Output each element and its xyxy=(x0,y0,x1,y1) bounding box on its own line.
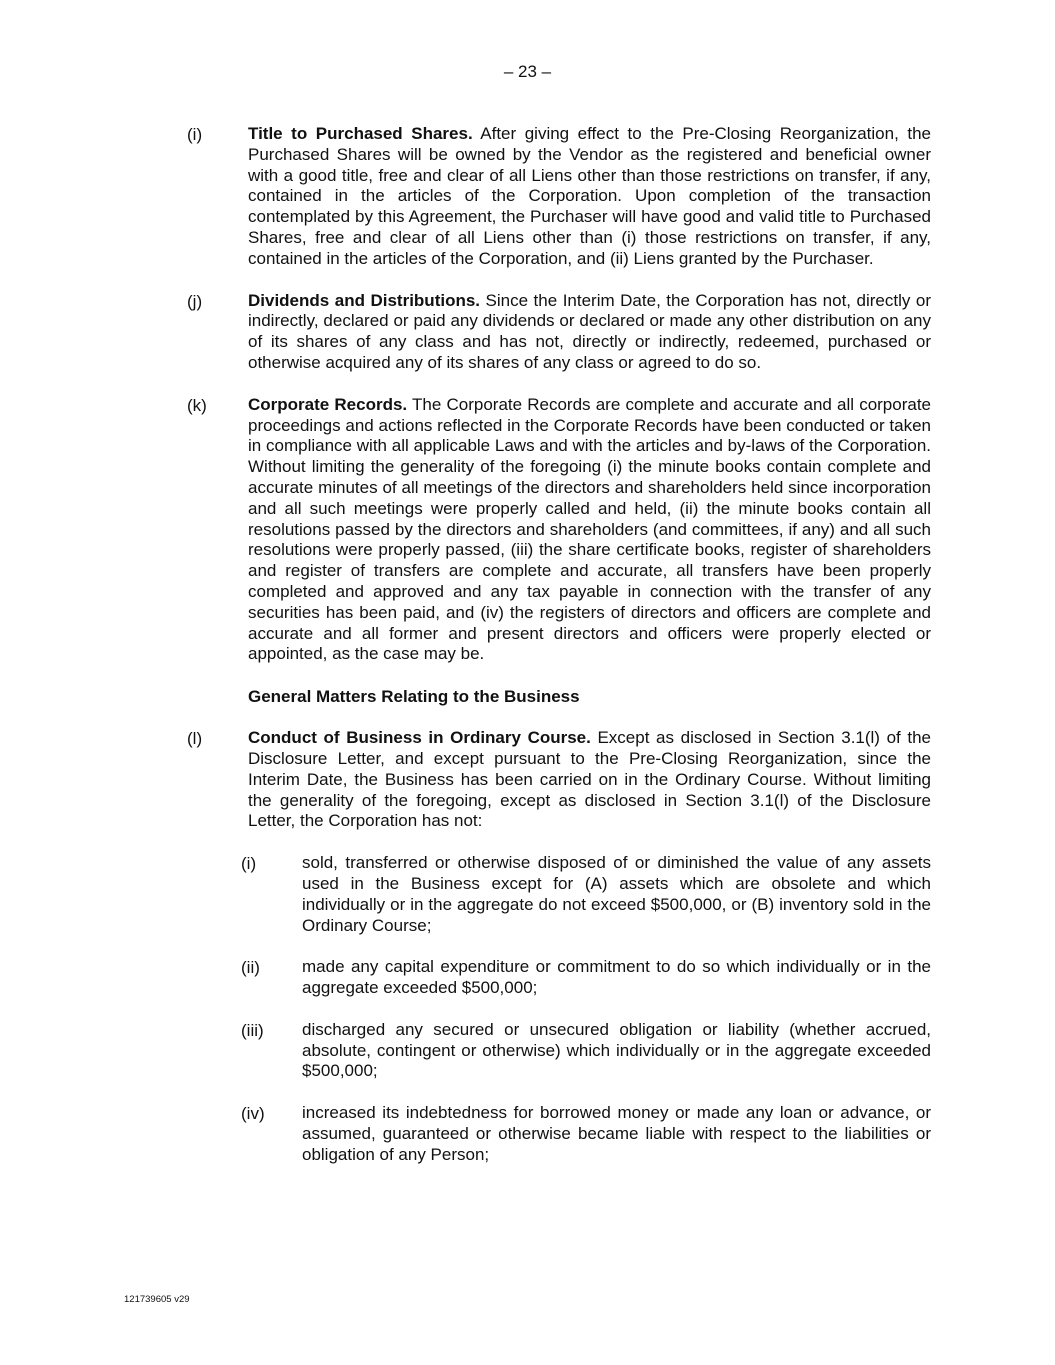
clause-text: The Corporate Records are complete and accurate and all corporate proceedings and actions reflected in the Corporate Records have been conducted or taken in compliance with all applicable Laws and with the articles and by-laws of the Corporation. Without limiting the generality of the foregoing (i) the minute books contain complete and accurate minutes of all meetings of the directors and shareholders held since incorporation and all such meetings were properly called and held, (ii) the minute books contain all resolutions passed by the directors and shareholders (and committees, if any) and all such resolutions were properly passed, (iii) the share certificate books, register of shareholders and register of transfers are complete and accurate, all transfers have been properly completed and approved and any tax payable in connection with the transfer of any securities has been paid, and (iv) the registers of directors and officers are complete and accurate and all former and present directors and officers were properly elected or appointed, as the case may be. xyxy=(248,394,932,664)
clause-title: Corporate Records. xyxy=(248,394,408,414)
document-body xyxy=(0,124,1055,1187)
subclause-text: made any capital expenditure or commitment to do so which individually or in the aggregate exceeded $500,000; xyxy=(302,957,931,998)
clause-body xyxy=(248,291,931,374)
subclause-label: (i) xyxy=(241,854,257,874)
clause-k xyxy=(0,395,1055,665)
clause-body xyxy=(248,124,931,270)
subclause-label: (ii) xyxy=(241,958,260,978)
clause-body xyxy=(248,395,931,665)
clause-title: Dividends and Distributions. xyxy=(248,290,481,310)
clause-label: (l) xyxy=(187,729,203,749)
section-heading: General Matters Relating to the Business xyxy=(248,687,580,707)
subclause-label: (iii) xyxy=(241,1020,264,1040)
clause-title: Conduct of Business in Ordinary Course. xyxy=(248,728,591,748)
subclause-i xyxy=(0,853,1055,936)
clause-i xyxy=(0,124,1055,270)
clause-text: Except as disclosed in Section 3.1(l) of the Disclosure Letter, and except pursuant to the Pre-Closing Reorganization, since the Interim Date, the Business has been carried on in the Ordinary Course. Without limiting the generality of the foregoing, except as disclosed in Section 3.1(l) of the Disclosure Letter, the Corporation has not: xyxy=(248,728,931,831)
document-id: 121739605 v29 xyxy=(124,1294,190,1305)
subclause-iii xyxy=(0,1020,1055,1082)
clause-j xyxy=(0,291,1055,374)
subclause-iv xyxy=(0,1103,1055,1165)
clause-title: Title to Purchased Shares. xyxy=(248,124,473,143)
subclause-label: (iv) xyxy=(241,1104,265,1124)
clause-text: Since the Interim Date, the Corporation has not, directly or indirectly, declared or paid any dividends or declared or made any other distribution on any of its shares of any class and has not, directly or indirectly, redeemed, purchased or otherwise acquired any of its shares of any class or agreed to do so. xyxy=(248,290,931,372)
clause-label: (i) xyxy=(187,125,203,144)
subclause-text: discharged any secured or unsecured obligation or liability (whether accrued, absolute, contingent or otherwise) which individually or in the aggregate exceeded $500,000; xyxy=(302,1019,931,1081)
subclause-text: sold, transferred or otherwise disposed of or diminished the value of any assets used in the Business except for (A) assets which are obsolete and which individually or in the aggregate do not exceed $500,000, or (B) inventory sold in the Ordinary Course; xyxy=(302,853,931,935)
clause-text: After giving effect to the Pre-Closing Reorganization, the Purchased Shares will be owned by the Vendor as the registered and beneficial owner with a good title, free and clear of all Liens other than those restrictions on transfer, if any, contained in the articles of the Corporation. Upon completion of the transaction contemplated by this Agreement, the Purchaser will have good and valid title to Purchased Shares, free and clear of all Liens other than (i) those restrictions on transfer, if any, contained in the articles of the Corporation, and (ii) Liens granted by the Purchaser. xyxy=(248,124,931,268)
page-number: – 23 – xyxy=(503,62,552,81)
clause-body xyxy=(248,728,931,832)
subclause-ii xyxy=(0,957,1055,999)
subclause-text: increased its indebtedness for borrowed money or made any loan or advance, or assumed, guaranteed or otherwise became liable with respect to the liabilities or obligation of any Person; xyxy=(302,1103,931,1164)
clause-label: (k) xyxy=(187,395,207,415)
clause-l xyxy=(0,728,1055,832)
clause-label: (j) xyxy=(187,291,203,311)
